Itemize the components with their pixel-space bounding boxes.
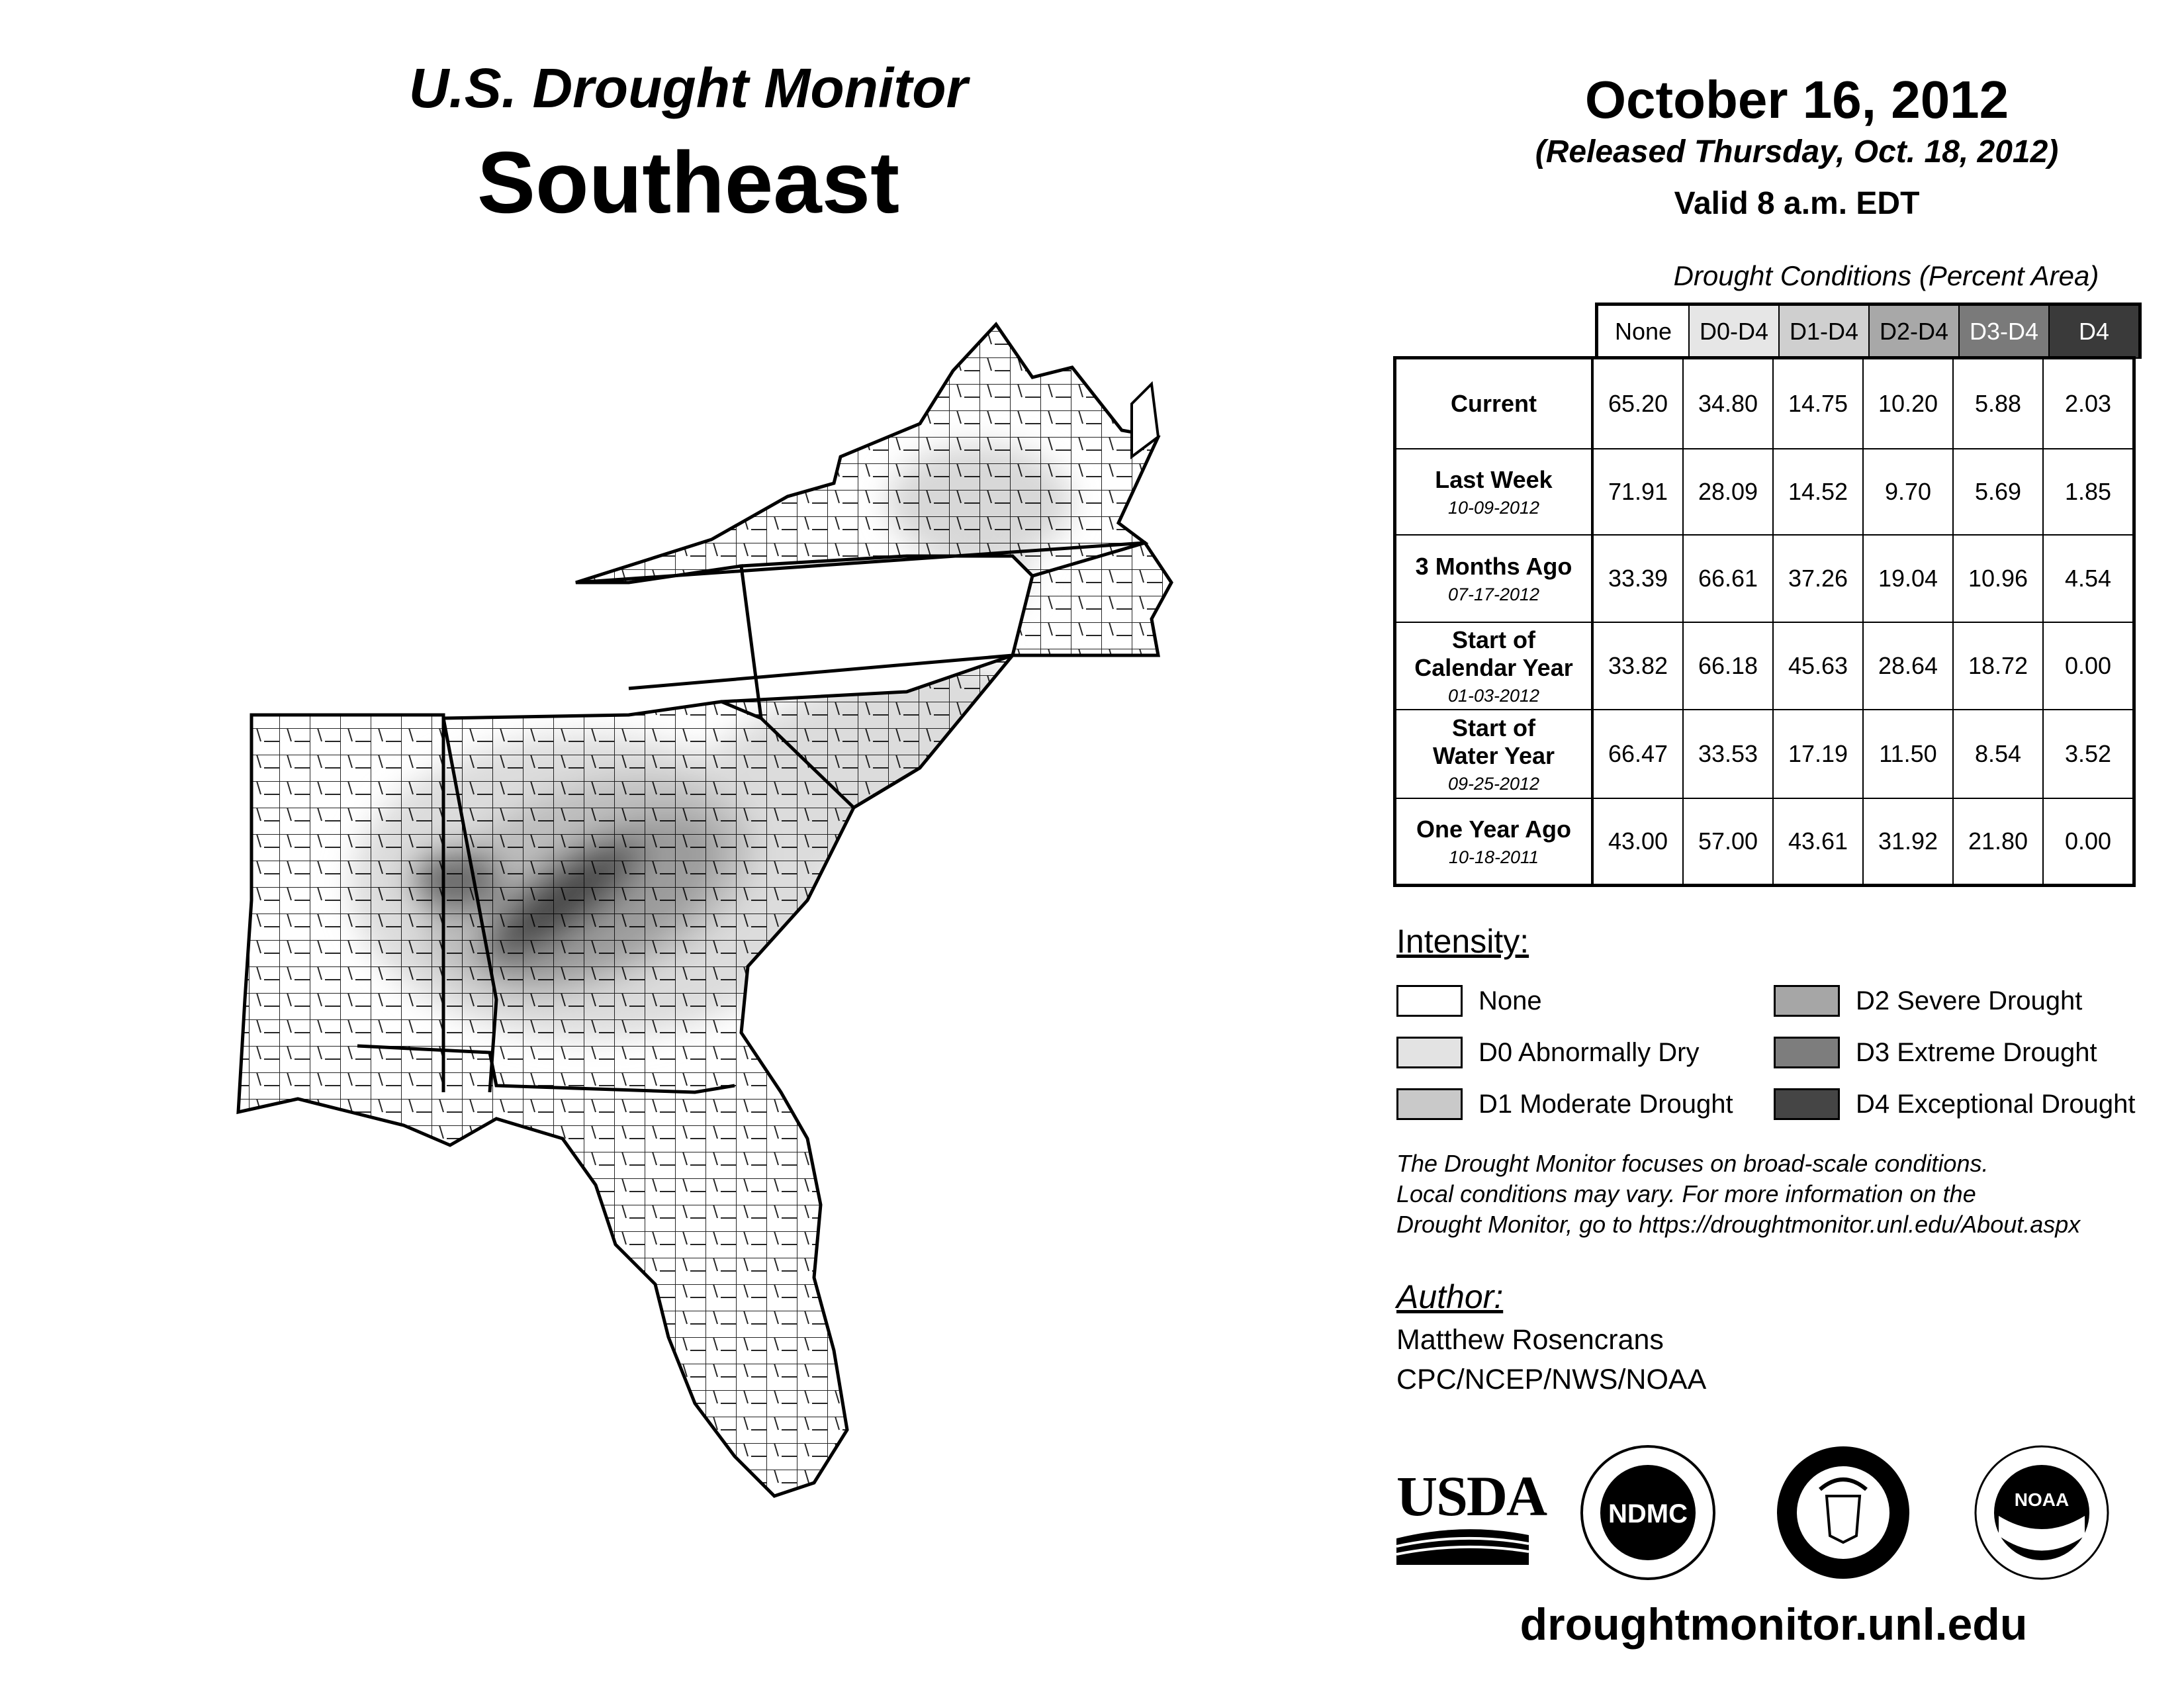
legend-label: D3 Extreme Drought xyxy=(1856,1037,2097,1067)
commerce-seal-logo xyxy=(1774,1443,1913,1582)
table-cell: 21.80 xyxy=(1952,799,2042,884)
row-label-text: Last Week xyxy=(1435,465,1553,493)
table-header-row xyxy=(1595,303,2142,359)
table-cell: 66.61 xyxy=(1682,536,1772,622)
map-title: U.S. Drought Monitor xyxy=(408,57,968,119)
legend-item-none xyxy=(1396,985,1542,1017)
legend-item-d2 xyxy=(1774,985,2082,1017)
valid-time: Valid 8 a.m. EDT xyxy=(1674,186,1920,221)
map-date: October 16, 2012 xyxy=(1584,70,2009,129)
row-label xyxy=(1396,536,1592,622)
table-cell: 2.03 xyxy=(2042,359,2132,448)
col-d0-d4: D0-D4 xyxy=(1688,306,1778,357)
legend-item-d0 xyxy=(1396,1037,1699,1068)
row-date: 09-25-2012 xyxy=(1447,773,1540,794)
author-name: Matthew Rosencrans xyxy=(1396,1324,1664,1356)
usda-logo xyxy=(1396,1463,1547,1562)
row-date: 07-17-2012 xyxy=(1447,584,1540,604)
table-row xyxy=(1396,534,2132,622)
table-cell: 0.00 xyxy=(2042,623,2132,709)
intensity-heading: Intensity: xyxy=(1396,923,1529,960)
row-label-text: Start of Water Year xyxy=(1432,714,1555,769)
table-cell: 66.47 xyxy=(1592,710,1682,798)
col-d1-d4: D1-D4 xyxy=(1778,306,1868,357)
col-d3-d4: D3-D4 xyxy=(1958,306,2048,357)
legend-label: D1 Moderate Drought xyxy=(1479,1089,1733,1119)
table-cell: 3.52 xyxy=(2042,710,2132,798)
row-label xyxy=(1396,449,1592,534)
table-cell: 33.53 xyxy=(1682,710,1772,798)
southeast-drought-map xyxy=(218,305,1178,1595)
row-label xyxy=(1396,623,1592,709)
legend-swatch xyxy=(1774,985,1840,1017)
drought-table xyxy=(1393,356,2136,887)
row-label-text: 3 Months Ago xyxy=(1415,552,1572,580)
col-d2-d4: D2-D4 xyxy=(1868,306,1958,357)
table-cell: 65.20 xyxy=(1592,359,1682,448)
table-caption: Drought Conditions (Percent Area) xyxy=(1673,260,2099,291)
note-line: Drought Monitor, go to https://droughtmonitor.unl.edu/About.aspx xyxy=(1396,1211,2081,1238)
table-cell: 43.00 xyxy=(1592,799,1682,884)
ndmc-logo xyxy=(1578,1443,1717,1582)
table-cell: 33.39 xyxy=(1592,536,1682,622)
table-cell: 28.09 xyxy=(1682,449,1772,534)
table-cell: 5.88 xyxy=(1952,359,2042,448)
region-title: Southeast xyxy=(477,134,900,231)
table-cell: 19.04 xyxy=(1862,536,1952,622)
row-label-text: One Year Ago xyxy=(1416,815,1572,843)
table-row xyxy=(1396,709,2132,798)
info-note xyxy=(1396,1149,2177,1240)
table-row xyxy=(1396,798,2132,884)
table-cell: 43.61 xyxy=(1772,799,1862,884)
legend-swatch xyxy=(1774,1088,1840,1120)
legend-swatch xyxy=(1396,985,1463,1017)
row-label xyxy=(1396,710,1592,798)
table-cell: 28.64 xyxy=(1862,623,1952,709)
table-cell: 34.80 xyxy=(1682,359,1772,448)
table-cell: 14.52 xyxy=(1772,449,1862,534)
table-cell: 33.82 xyxy=(1592,623,1682,709)
table-cell: 17.19 xyxy=(1772,710,1862,798)
author-org: CPC/NCEP/NWS/NOAA xyxy=(1396,1364,1707,1395)
noaa-logo xyxy=(1972,1443,2111,1582)
table-cell: 10.20 xyxy=(1862,359,1952,448)
col-d4: D4 xyxy=(2048,306,2138,357)
legend-item-d1 xyxy=(1396,1088,1733,1120)
table-row xyxy=(1396,359,2132,448)
note-line: The Drought Monitor focuses on broad-scale conditions. xyxy=(1396,1150,1989,1177)
note-line: Local conditions may vary. For more information on the xyxy=(1396,1180,1976,1207)
table-cell: 1.85 xyxy=(2042,449,2132,534)
legend-swatch xyxy=(1774,1037,1840,1068)
table-cell: 66.18 xyxy=(1682,623,1772,709)
row-label xyxy=(1396,359,1592,448)
table-cell: 57.00 xyxy=(1682,799,1772,884)
row-date: 10-09-2012 xyxy=(1447,497,1540,518)
table-cell: 14.75 xyxy=(1772,359,1862,448)
release-date: (Released Thursday, Oct. 18, 2012) xyxy=(1535,134,2059,169)
table-cell: 31.92 xyxy=(1862,799,1952,884)
website-url[interactable]: droughtmonitor.unl.edu xyxy=(1520,1599,2028,1650)
table-cell: 0.00 xyxy=(2042,799,2132,884)
table-row xyxy=(1396,448,2132,534)
usda-logo-text: USDA xyxy=(1396,1464,1547,1528)
legend-label: D0 Abnormally Dry xyxy=(1479,1037,1700,1067)
table-row xyxy=(1396,622,2132,709)
col-none: None xyxy=(1598,306,1688,357)
legend-item-d4 xyxy=(1774,1088,2135,1120)
table-cell: 8.54 xyxy=(1952,710,2042,798)
ndmc-logo-text: NDMC xyxy=(1608,1499,1688,1528)
table-cell: 5.69 xyxy=(1952,449,2042,534)
table-cell: 45.63 xyxy=(1772,623,1862,709)
legend-item-d3 xyxy=(1774,1037,2097,1068)
legend-label: None xyxy=(1479,986,1542,1015)
row-date: 01-03-2012 xyxy=(1447,685,1540,706)
table-cell: 37.26 xyxy=(1772,536,1862,622)
table-cell: 4.54 xyxy=(2042,536,2132,622)
noaa-logo-text: NOAA xyxy=(2014,1489,2070,1510)
table-cell: 11.50 xyxy=(1862,710,1952,798)
legend-label: D2 Severe Drought xyxy=(1856,986,2083,1015)
author-heading: Author: xyxy=(1396,1278,1504,1315)
legend-swatch xyxy=(1396,1037,1463,1068)
table-cell: 10.96 xyxy=(1952,536,2042,622)
row-date: 10-18-2011 xyxy=(1448,847,1539,867)
row-label-text: Start of Calendar Year xyxy=(1414,626,1573,681)
row-label-text: Current xyxy=(1450,390,1537,417)
row-label xyxy=(1396,799,1592,884)
table-cell: 9.70 xyxy=(1862,449,1952,534)
table-cell: 71.91 xyxy=(1592,449,1682,534)
legend-swatch xyxy=(1396,1088,1463,1120)
table-cell: 18.72 xyxy=(1952,623,2042,709)
legend-label: D4 Exceptional Drought xyxy=(1856,1089,2136,1119)
